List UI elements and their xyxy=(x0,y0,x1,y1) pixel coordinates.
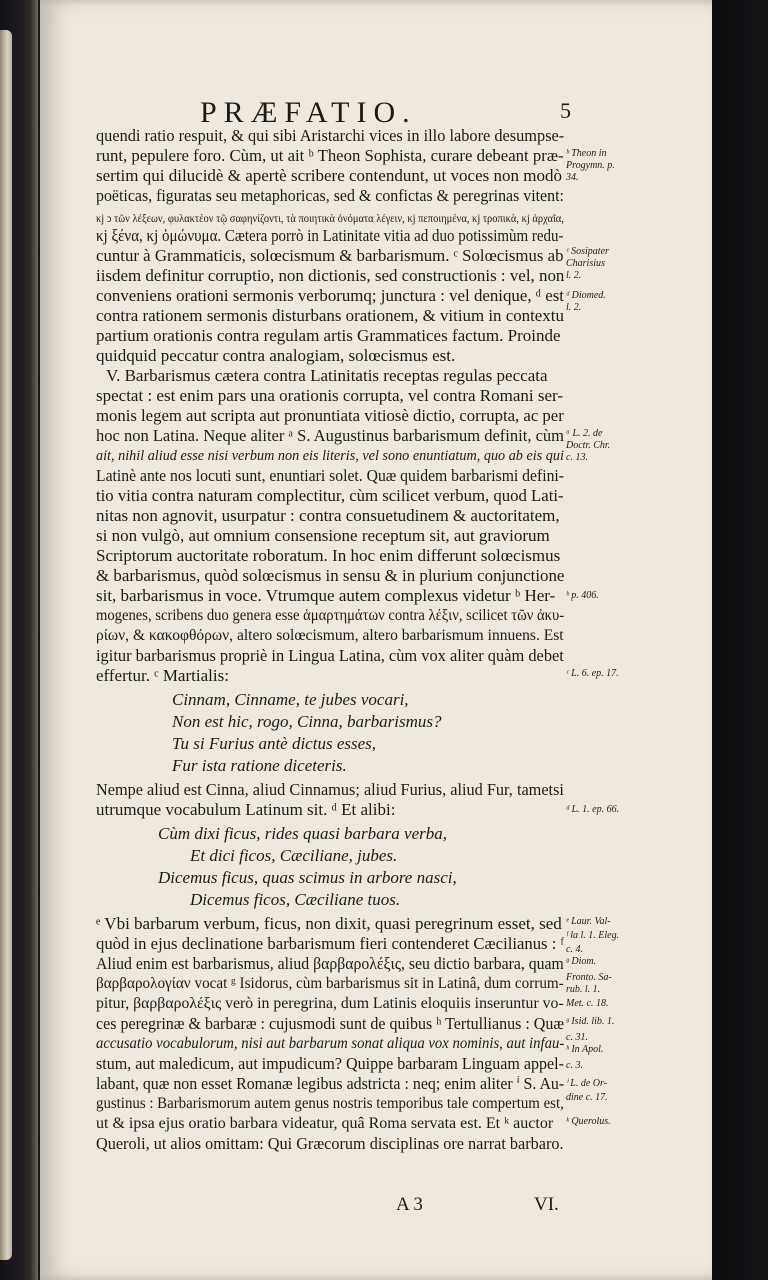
signature-mark: A 3 xyxy=(396,1194,423,1215)
text-line: stum, aut maledicum, aut impudicum? Quippe barbaram Linguam appel- xyxy=(96,1054,564,1073)
text-line: & barbarismus, quòd solœcismus in sensu & in plurium conjunctione xyxy=(96,566,565,585)
margin-note: Doctr. Chr. xyxy=(566,440,611,451)
text-line: pitur, βαρβαρολέξις verò in peregrina, dum Latinis eloquiis inseruntur vo- xyxy=(96,995,564,1012)
margin-note: Charisius xyxy=(566,258,605,269)
margin-note: ʰ In Apol. xyxy=(566,1044,604,1055)
text-line: contra rationem sermonis disturbans orationem, & vitium in contextu xyxy=(96,306,564,325)
text-line: Scriptorum auctoritate roboratum. In hoc enim differunt solœcismus xyxy=(96,546,561,565)
text-line: ᵉ Vbi barbarum verbum, ficus, non dixit, quasi peregrinum esset, sed xyxy=(96,914,562,933)
margin-note: ᶜ Sosipater xyxy=(566,246,609,257)
margin-note: c. 13. xyxy=(566,452,588,463)
text-line: hoc non Latina. Neque aliter ᵃ S. Augustinus barbarismum definit, cùm xyxy=(96,426,564,445)
margin-note: ᵉ Laur. Val- xyxy=(566,916,611,927)
margin-note: ᵈ Diomed. xyxy=(566,290,606,301)
text-line: igitur barbarismus propriè in Lingua Latina, cùm vox aliter quàm debet xyxy=(96,646,564,665)
margin-note: l. 2. xyxy=(566,270,582,281)
margin-note: ᵃ L. 2. de xyxy=(566,428,603,439)
text-line: conveniens orationi sermonis verborumq; junctura : vel denique, ᵈ est xyxy=(96,286,564,305)
text-line: mogenes, scribens duo genera esse ἁμαρτημάτων contra λέξιν, scilicet τῶν ἀκυ- xyxy=(96,607,565,624)
text-line: poëticas, figuratas seu metaphoricas, sed & confictas & peregrinas vitent: xyxy=(96,186,564,205)
margin-note: ᵈ L. 1. ep. 66. xyxy=(566,804,620,815)
text-line: ait, nihil aliud esse nisi verbum non eis literis, vel sono enuntiatum, quo ab eis qui xyxy=(96,448,564,464)
text-line: spectat : est enim pars una orationis corrupta, vel contra Romani ser- xyxy=(96,386,564,405)
text-line: iisdem definitur corruptio, non dictionis, sed constructionis : vel, non xyxy=(96,266,565,285)
margin-note: ᵍ Isid. lib. 1. xyxy=(566,1016,615,1027)
text-line: partium orationis contra regulam artis Grammatices factum. Proinde xyxy=(96,326,561,345)
margin-note: ᵇ Theon in xyxy=(566,148,607,159)
dark-background xyxy=(712,0,768,1280)
margin-note: ⁱ L. de Or- xyxy=(566,1078,608,1089)
margin-note: ᵇ p. 406. xyxy=(566,590,599,601)
verse-line: Fur ista ratione diceteris. xyxy=(172,756,347,775)
margin-note: ᵍ Diom. xyxy=(566,956,597,967)
margin-note: 34. xyxy=(566,172,579,183)
text-line: ρίων, & κακοφθόρων, altero solœcismum, altero barbarismum innuens. Est xyxy=(96,627,564,644)
text-line: Queroli, ut alios omittam: Qui Græcorum disciplinas ore narrat barbaro. xyxy=(96,1134,564,1153)
margin-note: Met. c. 18. xyxy=(566,998,609,1009)
margin-note: l. 2. xyxy=(566,302,582,313)
margin-note: rub. l. 1. xyxy=(566,984,601,995)
text-line: Nempe aliud est Cinna, aliud Cinnamus; aliud Furius, aliud Fur, tametsi xyxy=(96,780,564,799)
margin-note: ᶜ L. 6. ep. 17. xyxy=(566,668,619,679)
verse-line: Dicemus ficos, Cæciliane tuos. xyxy=(190,890,401,909)
text-line: sertim qui dilucidè & apertè scribere contendunt, ut voces non modò xyxy=(96,166,562,185)
verse-line: Dicemus ficus, quas scimus in arbore nasci, xyxy=(158,868,457,887)
text-line: quidquid peccatur contra analogiam, solœcismus est. xyxy=(96,346,456,365)
margin-note: Fronto. Sa- xyxy=(566,972,612,983)
text-line: ut & ipsa ejus oratio barbara videatur, quâ Roma servata est. Et ᵏ auctor xyxy=(96,1115,554,1132)
text-line: effertur. ᶜ Martialis: xyxy=(96,666,229,685)
text-line: nitas non agnovit, usurpatur : contra consuetudinem & auctoritatem, xyxy=(96,506,560,525)
text-line: quendi ratio respuit, & qui sibi Aristarchi vices in illo labore desumpse- xyxy=(96,126,565,145)
text-line: gustinus : Barbarismorum autem genus nostris temporibus tale compertum est, xyxy=(96,1095,564,1112)
text-line: sit, barbarismus in voce. Vtrumque autem complexus videtur ᵇ Her- xyxy=(96,586,556,605)
text-line: Latinè ante nos locuti sunt, enuntiari solet. Quæ quidem barbarismi defini- xyxy=(96,466,565,485)
text-line: runt, pepulere foro. Cùm, ut ait ᵇ Theon Sophista, curare debeant præ- xyxy=(96,146,564,165)
text-line: κϳ ξένα, κϳ ὁμώνυμα. Cætera porrò in Latinitate vitia ad duo potissimùm redu- xyxy=(96,226,564,245)
verse-line: Et dici ficos, Cæciliane, jubes. xyxy=(190,846,398,865)
verse-line: Cinnam, Cinname, te jubes vocari, xyxy=(172,690,409,709)
page-title: PRÆFATIO. xyxy=(200,96,417,129)
verse-line: Cùm dixi ficus, rides quasi barbara verba, xyxy=(158,824,447,843)
text-line: βαρβαρολογίαν vocat ᵍ Isidorus, cùm barbarismus sit in Latinâ, dum corrum- xyxy=(96,975,564,992)
text-line: ces peregrinæ & barbaræ : cujusmodi sunt de quibus ʰ Tertullianus : Quæ xyxy=(96,1014,565,1033)
margin-note: c. 3. xyxy=(566,1060,583,1071)
left-page-edge xyxy=(0,30,12,1260)
greek-text-line: κϳ ͻ τῶν λέξεων, φυλακτέον τῷ σαφηνίζοντι, τὰ ποιητικὰ ὀνόματα λέγειν, κϳ πεποιημένα, κϳ τροπικὰ, κϳ ἀρχαῖα, xyxy=(96,211,564,225)
margin-note: ᵏ Querolus. xyxy=(566,1116,611,1127)
text-line: accusatio vocabulorum, nisi aut barbarum sonat aliqua vox nominis, aut infau- xyxy=(96,1035,565,1052)
margin-note: c. 31. xyxy=(566,1032,588,1043)
margin-note: c. 4. xyxy=(566,944,583,955)
text-line: labant, quæ non esset Romanæ legibus adstricta : neq; enim aliter ⁱ S. Au- xyxy=(96,1074,565,1093)
text-line: Aliud enim est barbarismus, aliud βαρβαρολέξις, seu dictio barbara, quam xyxy=(96,954,564,973)
text-line: cuntur à Grammaticis, solœcismum & barbarismum. ᶜ Solœcismus ab xyxy=(96,246,564,265)
margin-note: Progymn. p. xyxy=(566,160,615,171)
page-number: 5 xyxy=(560,98,571,123)
catchword: VI. xyxy=(534,1194,559,1215)
verse-line: Non est hic, rogo, Cinna, barbarismus? xyxy=(172,712,442,731)
text-line: monis legem aut scripta aut pronuntiata vitiosè dictio, corrupta, ac per xyxy=(96,406,564,425)
margin-note: ᶠ la l. 1. Eleg. xyxy=(566,930,620,941)
text-line: utrumque vocabulum Latinum sit. ᵈ Et alibi: xyxy=(96,800,396,819)
text-line: V. Barbarismus cætera contra Latinitatis receptas regulas peccata xyxy=(106,366,548,385)
text-line: quòd in ejus declinatione barbarismum fieri contenderet Cæcilianus : ᶠ xyxy=(96,934,564,953)
margin-note: dine c. 17. xyxy=(566,1092,608,1103)
text-line: tio vitia contra naturam complectitur, cùm scilicet verbum, quod Lati- xyxy=(96,486,564,505)
verse-line: Tu si Furius antè dictus esses, xyxy=(172,734,377,753)
text-line: si non vulgò, aut omnium consensione receptum sit, aut graviorum xyxy=(96,526,550,545)
